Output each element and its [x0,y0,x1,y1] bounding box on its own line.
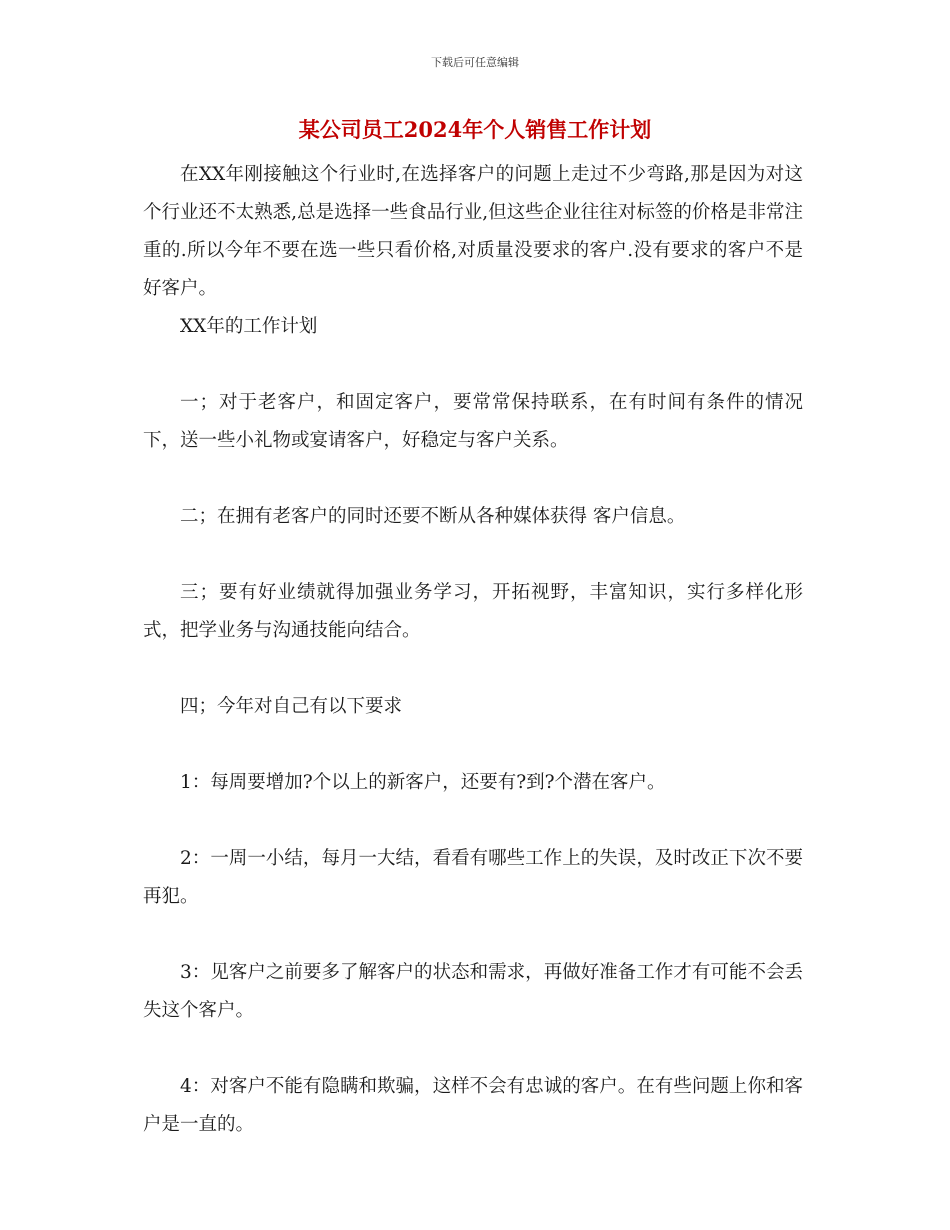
paragraph-item-4: 四；今年对自己有以下要求 [180,696,403,717]
paragraph-intro: 在XX年刚接触这个行业时,在选择客户的问题上走过不少弯路,那是因为对这个行业还不太熟悉,总是选择一些食品行业,但这些企业往往对标签的价格是非常注重的.所以今年不要在选一些只看价格,对质量没要求的客户.没有要求的客户不是好客户。 [143,164,803,299]
document-body [143,156,803,1144]
paragraph-item-3: 三；要有好业绩就得加强业务学习，开拓视野，丰富知识，实行多样化形式，把学业务与沟通技能向结合。 [143,582,803,641]
paragraph-requirement-1: 1：每周要增加?个以上的新客户，还要有?到?个潜在客户。 [180,772,666,793]
paragraph-item-2: 二；在拥有老客户的同时还要不断从各种媒体获得 客户信息。 [180,506,686,527]
paragraph-requirement-3: 3：见客户之前要多了解客户的状态和需求，再做好准备工作才有可能不会丢失这个客户。 [143,962,803,1021]
paragraph-requirement-4: 4：对客户不能有隐瞒和欺骗，这样不会有忠诚的客户。在有些问题上你和客户是一直的。 [143,1076,803,1135]
paragraph-item-1: 一；对于老客户，和固定客户，要常常保持联系，在有时间有条件的情况下，送一些小礼物或宴请客户，好稳定与客户关系。 [143,392,803,451]
paragraph-plan-heading: XX年的工作计划 [180,316,318,337]
paragraph-requirement-2: 2：一周一小结，每月一大结，看看有哪些工作上的失误，及时改正下次不要再犯。 [143,848,803,907]
header-note: 下载后可任意编辑 [431,56,519,69]
document-title: 某公司员工2024年个人销售工作计划 [298,117,652,142]
